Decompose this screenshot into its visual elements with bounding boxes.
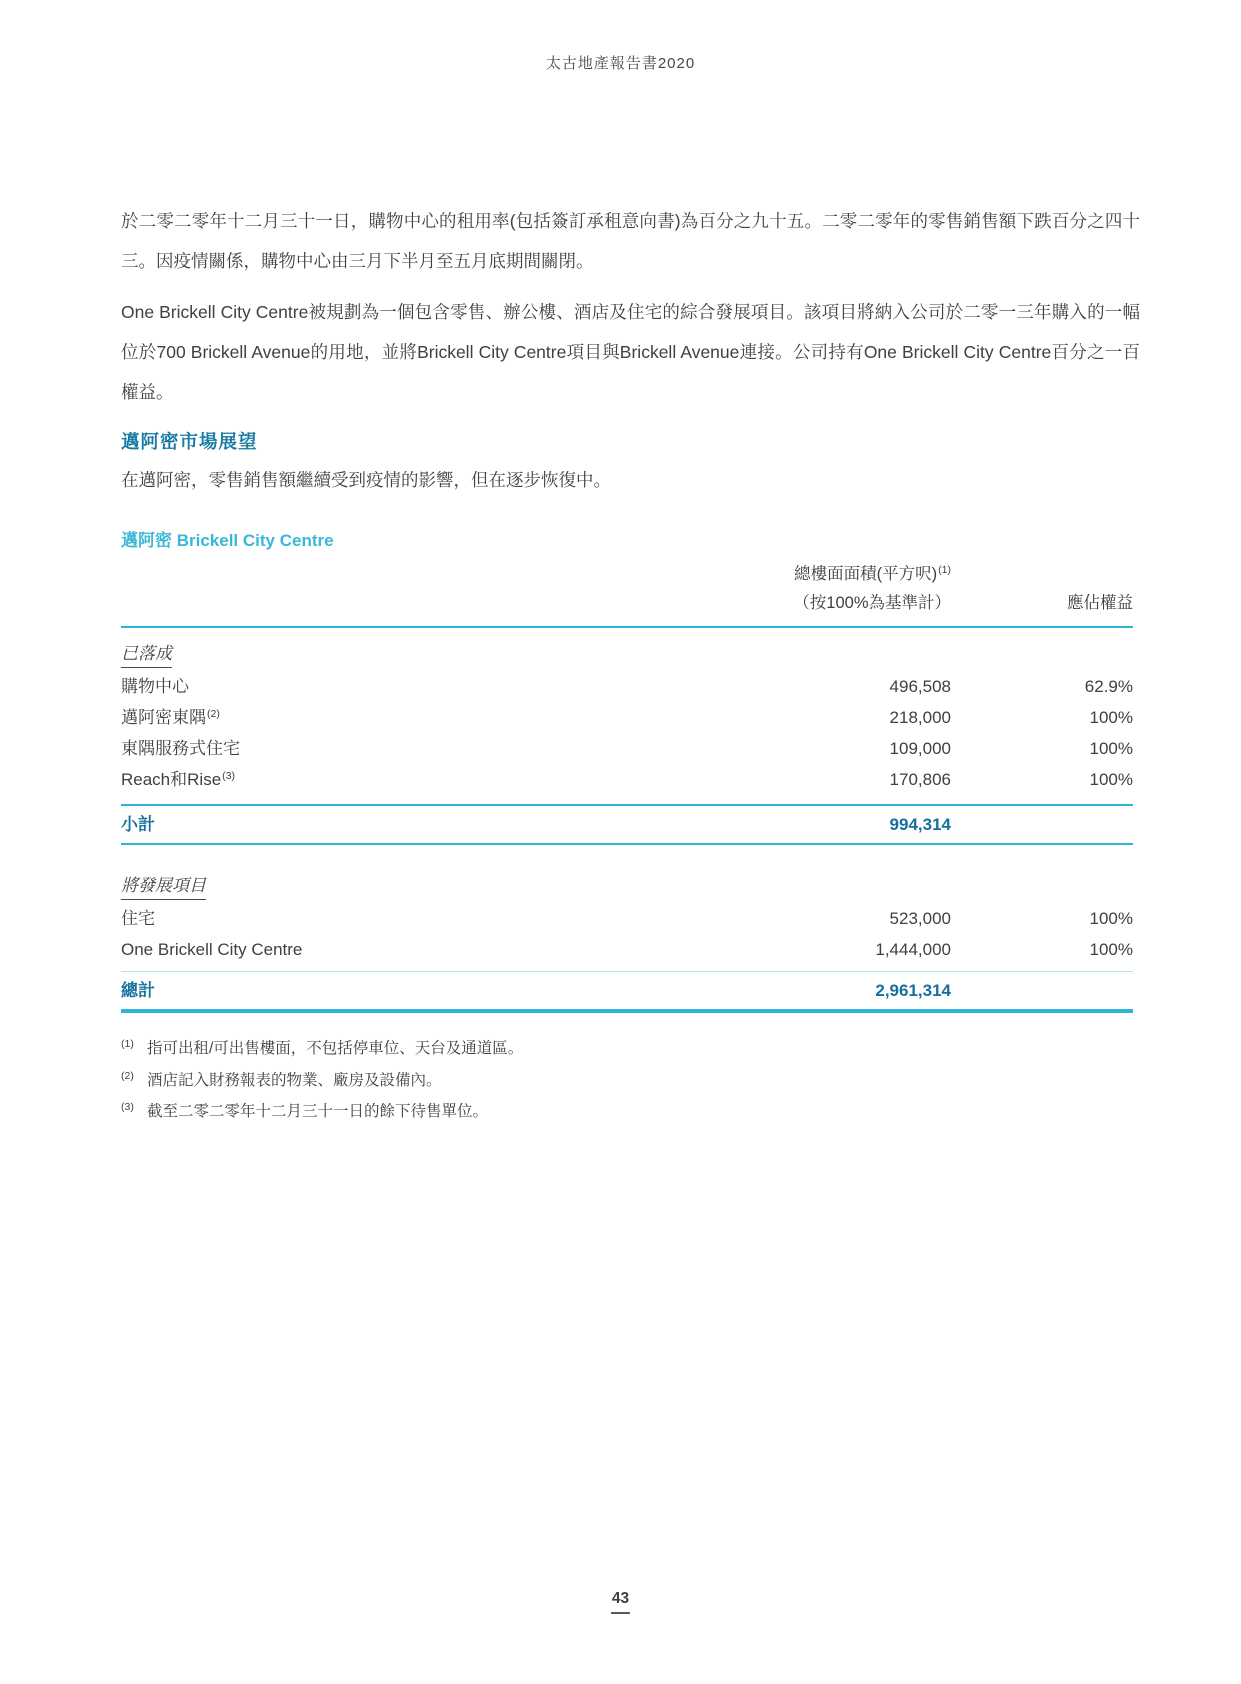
grandtotal-label: 總計: [121, 981, 155, 1000]
row-interest-value: 100%: [1089, 770, 1133, 789]
subtotal-block: [121, 804, 1133, 845]
table-row-one-brickell: [121, 934, 1133, 965]
table-row-shopping-centre: [121, 671, 1133, 702]
section-future-development-label: 將發展項目: [121, 871, 206, 900]
footnote-2: [121, 1063, 1133, 1095]
row-interest-value: 100%: [1089, 909, 1133, 928]
row-gfa-value: 1,444,000: [875, 940, 951, 959]
table-row-subtotal: [121, 806, 1133, 843]
gfa-header-text: 總樓面面積(平方呎): [794, 565, 938, 583]
content-area: [121, 201, 1140, 1126]
table-header-row: [121, 561, 1133, 628]
grandtotal-value: 2,961,314: [875, 981, 951, 1000]
page-footer: [0, 1590, 1241, 1614]
row-name: [121, 934, 701, 968]
footnote-3: [121, 1094, 1133, 1126]
footnote-1-marker: (1): [121, 1038, 134, 1050]
row-name-text: One Brickell City Centre: [121, 940, 303, 959]
row-footnote-ref: (3): [222, 770, 235, 782]
row-gfa-value: 170,806: [889, 770, 951, 789]
row-name-text: 住宅: [121, 909, 155, 928]
brickell-city-centre-table: [121, 561, 1133, 1126]
document-header-title: 太古地產報告書2020: [545, 55, 696, 72]
table-row-residential: [121, 903, 1133, 934]
section-completed-label: 已落成: [121, 639, 172, 668]
table-row-east-miami: [121, 702, 1133, 733]
table-header-gfa-line2: （按100%為基準計）: [793, 594, 951, 612]
row-gfa-value: 496,508: [889, 677, 951, 696]
section-completed: [121, 628, 1133, 671]
page-number: 43: [611, 1590, 630, 1614]
paragraph-occupancy: 於二零二零年十二月三十一日，購物中心的租用率(包括簽訂承租意向書)為百分之九十五。二零二零年的零售銷售額下跌百分之四十三。因疫情關係，購物中心由三月下半月至五月底期間關閉。: [121, 211, 1140, 271]
row-gfa-value: 109,000: [889, 739, 951, 758]
table-header-interest: 應佔權益: [1067, 594, 1133, 612]
row-name-text: Reach和Rise: [121, 770, 222, 789]
row-interest-value: 100%: [1089, 739, 1133, 758]
footnote-1-text: 指可出租/可出售樓面，不包括停車位、天台及通道區。: [147, 1040, 524, 1057]
row-name: [121, 702, 701, 736]
subtotal-label: 小計: [121, 815, 155, 834]
footnote-ref-1: (1): [938, 564, 951, 576]
footnotes: [121, 1031, 1133, 1126]
miami-outlook-heading: 邁阿密市場展望: [121, 431, 258, 452]
table-row-east-serviced-apartments: [121, 733, 1133, 764]
row-interest-value: 100%: [1089, 940, 1133, 959]
grandtotal-block: [121, 971, 1133, 1013]
row-name: [121, 733, 701, 767]
row-name-text: 邁阿密東隅: [121, 708, 206, 727]
table-section-gap: [121, 845, 1133, 860]
row-name: [121, 903, 701, 937]
row-name-text: 購物中心: [121, 677, 189, 696]
row-gfa-value: 523,000: [889, 909, 951, 928]
table-title: 邁阿密 Brickell City Centre: [121, 531, 334, 550]
footnote-3-marker: (3): [121, 1101, 134, 1113]
row-name: [121, 671, 701, 705]
paragraph-miami-outlook: 在邁阿密，零售銷售額繼續受到疫情的影響，但在逐步恢復中。: [121, 470, 611, 490]
table-row-reach-rise: [121, 764, 1133, 795]
subtotal-value: 994,314: [889, 815, 951, 834]
row-name: [121, 764, 701, 798]
row-interest-value: 100%: [1089, 708, 1133, 727]
footnote-2-marker: (2): [121, 1069, 134, 1082]
footnote-1: [121, 1031, 1133, 1063]
table-header-gfa-line1: [701, 561, 951, 590]
row-interest-value: 62.9%: [1084, 677, 1133, 696]
paragraph-one-brickell: One Brickell City Centre被規劃為一個包含零售、辦公樓、酒店及住宅的綜合發展項目。該項目將納入公司於二零一三年購入的一幅位於700 Brickell Avenue的用地，並將Brickell City Centre項目與Brickell Avenue連接。公司持有One Brickell City Centre百分之一百權益。: [121, 302, 1140, 402]
footnote-3-text: 截至二零二零年十二月三十一日的餘下待售單位。: [147, 1103, 489, 1120]
footnote-2-text: 酒店記入財務報表的物業、廠房及設備內。: [147, 1071, 442, 1089]
row-name-text: 東隅服務式住宅: [121, 739, 240, 758]
table-row-grandtotal: [121, 972, 1133, 1009]
row-gfa-value: 218,000: [889, 708, 951, 727]
section-future-development: [121, 860, 1133, 903]
row-footnote-ref: (2): [207, 708, 220, 720]
table-header-gfa: [701, 561, 951, 617]
